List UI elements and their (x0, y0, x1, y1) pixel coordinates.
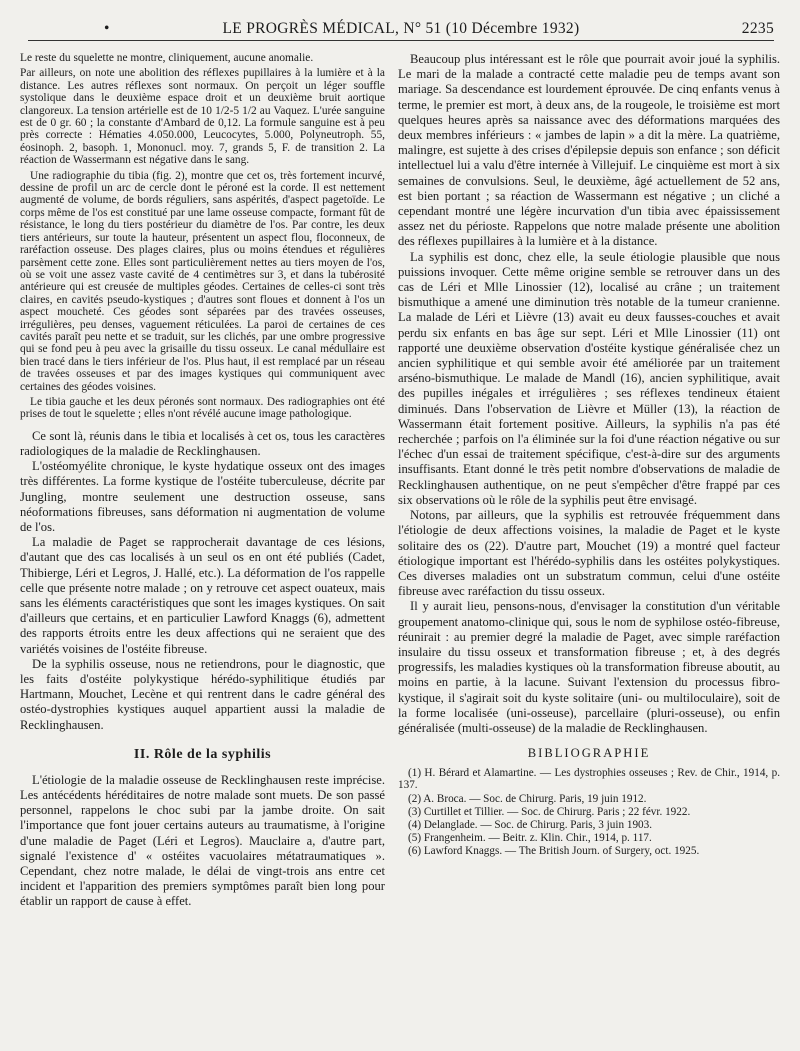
bibliography-list (398, 767, 780, 857)
section-text (20, 773, 385, 910)
paragraph: L'étiologie de la maladie osseuse de Recklinghausen reste imprécise. Les antécédents héréditaires de notre malade sont muets. De son passé personnel, rappelons le choc subi par la jambe droite. On sait l'importance que font jouer certains auteurs au traumatisme, à l'origine d'une maladie de Paget (Léri et Legros). Mauclaire a, d'autre part, signalé l'existence d' « ostéites vacuolaires métatraumatiques ». Cependant, chez notre malade, le délai de vingt-trois ans entre cet incident et l'apparition des premiers symptômes paraît bien long pour établir un rapport de cause à effet. (20, 772, 385, 909)
section-heading: II. Rôle de la syphilis (133, 746, 272, 762)
paragraph: Par ailleurs, on note une abolition des réflexes pupillaires à la lumière et à la distance. Les autres réflexes sont normaux. On perçoit un léger souffle systolique dans le deuxième espace droit et un deuxième bruit aortique clangoreux. La tension artérielle est de 10 1/2-5 1/2 au Vaquez. L'urée sanguine est de 0 gr. 60 ; la constante d'Ambard de 0,12. La formule sanguine est à peu près correcte : Hématies 4.050.000, Leucocytes, 5.000, Polyneutroph. 55, éosinoph. 2, basoph. 1, Mononucl. moy. 7, grands 5, F. de transition 2. La réaction de Wassermann est négative dans le sang. (20, 67, 385, 167)
paragraph: De la syphilis osseuse, nous ne retiendrons, pour le diagnostic, que les faits d'ostéite polykystique hérédo-syphilitique étudiés par Hartmann, Mouchet, Lecène et qui rentrent dans le cadre général des ostéo-dystrophies kystiques auquel appartient aussi la maladie de Recklinghausen. (20, 656, 385, 732)
bibliography-entry: (2) A. Broca. — Soc. de Chirurg. Paris, 19 juin 1912. (408, 792, 647, 805)
left-column (20, 52, 385, 910)
paragraph: Il y aurait lieu, pensons-nous, d'envisager la constitution d'un véritable groupement anatomo-clinique qui, sous le nom de syphilose ostéo-fibreuse, réunirait : au premier degré la maladie de Paget, avec simple raréfaction insulaire du tissu osseux et transformation fibreuse ; et, à des degrés progressifs, les maladies kystiques où la transformation fibreuse aboutit, au moins en partie, à la lacune. Suivant l'extension du processus fibro-kystique, il s'agirait soit du kyste solitaire (uni- ou multiloculaire), soit de la forme localisée (uni-osseuse), parcellaire (pluri-osseuse), ou enfin généralisée (multi-osseuse) de la maladie de Recklinghausen. (398, 599, 780, 735)
syphilis-discussion (398, 52, 780, 736)
paragraph: Le reste du squelette ne montre, cliniquement, aucune anomalie. (20, 52, 314, 64)
bibliography-entry: (5) Frangenheim. — Beitr. z. Klin. Chir., 1914, p. 117. (408, 832, 652, 845)
paragraph: Une radiographie du tibia (fig. 2), montre que cet os, très fortement incurvé, dessine de profil un arc de cercle dont le péroné est la corde. Il est nettement augmenté de volume, de bords réguliers, sans aspérités, d'aspect pagetoïde. Le corps même de l'os est constitué par une lame osseuse compacte, formant fût de résistance, le long du tiers postérieur du diamètre de l'os. Par contre, les deux tiers antérieurs, sur toute la hauteur, présentent un aspect flou, floconneux, de raréfaction osseuse. Des plages claires, plus ou moins étendues et régulières parsèment cette zone. Elles sont particulièrement nettes au tiers moyen de l'os, où se voit une assez vaste cavité de 4 centimètres sur 3, et dans la tubérosité antérieure qui est creusée de multiples géodes. Certaines de celles-ci sont très claires, en cavités pseudo-kystiques ; d'autres sont floues et donnent à l'os un aspect moucheté. Ces géodes sont séparées par des travées osseuses, irrégulières, peu denses, vaguement réticulées. La paroi de certaines de ces cavités paraît peu nette et se traduit, sur les clichés, par une ombre progressive qui se fond peu à peu avec la grisaille du tissu osseux. Le canal médullaire est bien tracé dans le tiers inférieur de l'os. Plus haut, il est remplacé par un réseau de travées osseuses et par des images kystiques qui communiquent avec certaines des géodes voisines. (20, 169, 385, 393)
bibliography-entry: (4) Delanglade. — Soc. de Chirurg. Paris, 3 juin 1903. (408, 818, 653, 831)
paragraph: L'ostéomyélite chronique, le kyste hydatique osseux ont des images très différentes. La forme kystique de l'ostéite tuberculeuse, décrite par Jungling, montre seulement une destruction osseuse, sans néoformations fibreuses, sans déformation ni augmentation de volume de l'os. (20, 459, 385, 534)
paragraph: Notons, par ailleurs, que la syphilis est retrouvée fréquemment dans l'étiologie de deux affections voisines, la maladie de Paget et le kyste solitaire des os (22). D'autre part, Mouchet (19) a montré quel facteur étiologique important est l'hérédo-syphilis dans les ostéites polykystiques. Ces diverses maladies ont un substratum commun, celui d'une ostéite fibreuse avec raréfaction du tissu osseux. (398, 508, 780, 599)
case-report-smallprint (20, 52, 385, 421)
paragraph: La maladie de Paget se rapprocherait davantage de ces lésions, d'autant que des cas localisés à un seul os en ont été publiés (Cadet, Thibierge, Léri et Legros, J. Hallé, etc.). La déformation de l'os rappelle celle que présente notre malade ; on y retrouve cet aspect ouateux, mais sans les éléments caractéristiques que sont les images kystiques. On sait d'ailleurs que certains, et en particulier Lawford Knaggs (6), admettent des rapports étroits entre les deux affections qui ne seraient que des variétés voisines de l'ostéite fibreuse. (20, 535, 385, 656)
paragraph: Ce sont là, réunis dans le tibia et localisés à cet os, tous les caractères radiologiques de la maladie de Recklinghausen. (20, 428, 385, 458)
bibliography-heading: BIBLIOGRAPHIE (527, 746, 651, 761)
journal-title: LE PROGRÈS MÉDICAL, N° 51 (10 Décembre 1932) (222, 20, 580, 37)
discussion-text (20, 429, 385, 733)
right-column (398, 52, 780, 859)
page-number: 2235 (741, 20, 774, 37)
bibliography-entry: (1) H. Bérard et Alamartine. — Les dystrophies osseuses ; Rev. de Chir., 1914, p. 137. (398, 767, 780, 792)
paragraph: La syphilis est donc, chez elle, la seule étiologie plausible que nous puissions invoquer. Cette même origine semble se retrouver dans un des cas de Léri et Mlle Linossier (12), localisé au crâne ; un traitement bismuthique a amené une diminution très notable de la tumeur cranienne. La malade de Léri et Lièvre (13) avait eu deux fausses-couches et avait perdu six enfants en bas âge sur sept. Léri et Mlle Linossier (11) ont rapporté une deuxième observation d'ostéite kystique généralisée chez un ancien syphilitique et qui semble avoir été améliorée par un traitement arséno-bismuthique. Le malade de Mandl (16), ancien syphilitique, avait des pupilles inégales et irrégulières ; ses réflexes tendineux étaient diminués. Dans l'observation de Lièvre et Müller (13), la réaction de Wassermann était fortement positive. Ailleurs, la syphilis n'a pas été recherchée ; parfois on l'a éliminée sur la foi d'une réaction négative ou sur l'échec d'un essai de traitement spécifique, c'est-à-dire sur des arguments insuffisants. Etant donné le très petit nombre d'observations de maladie de Recklinghausen authentique, on ne peut s'empêcher d'être frappé par ces six observations où le rôle de la syphilis peut être envisagé. (398, 249, 780, 507)
header-ornament: • (104, 20, 110, 37)
bibliography-entry: (6) Lawford Knaggs. — The British Journ. of Surgery, oct. 1925. (408, 845, 700, 858)
paragraph: Le tibia gauche et les deux péronés sont normaux. Des radiographies ont été prises de tout le squelette ; elles n'ont révélé aucune image pathologique. (20, 395, 385, 421)
paragraph: Beaucoup plus intéressant est le rôle que pourrait avoir joué la syphilis. Le mari de la malade a contracté cette maladie peu de temps avant son mariage. Sa descendance est lourdement éprouvée. De cinq enfants venus à terme, le premier est mort, à deux ans, de la rougeole, le troisième est mort quelques heures après sa naissance avec des déformations marquées des deux membres inférieurs : « jambes de lapin » a dit la mère. La quatrième, malingre, est sujette à des crises d'épilepsie depuis son enfance ; son déficit intellectuel lui a valu d'être internée à Villejuif. Le cinquième est mort à six semaines de convulsions. Seul, le deuxième, âgé actuellement de 52 ans, est bien portant ; sa réaction de Wassermann est négative ; un cliché a cependant montré une légère incurvation d'un tibia avec épaississement assez net du périoste. Rappelons que notre malade présente une abolition des réflexes pupillaires à la lumière et à la distance. (398, 52, 780, 249)
bibliography-entry: (3) Curtillet et Tillier. — Soc. de Chirurg. Paris ; 22 févr. 1922. (408, 805, 691, 818)
running-header (28, 20, 774, 41)
